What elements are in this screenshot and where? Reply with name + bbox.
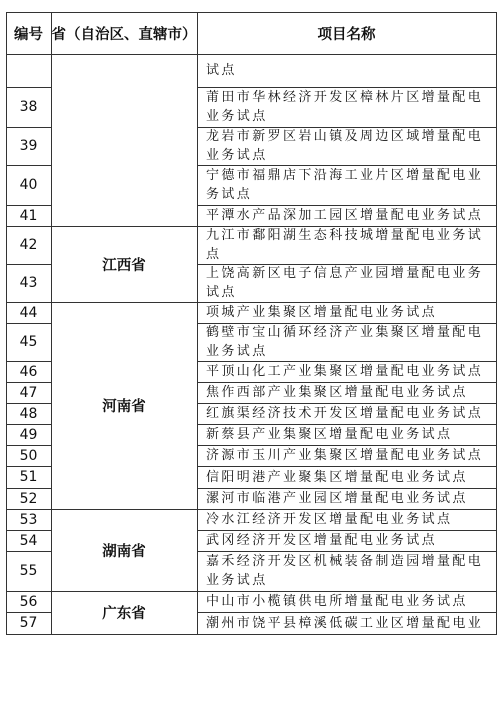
project-name [197,509,496,530]
project-name-line: 平潭水产品深加工园区增量配电业务试点 [206,208,484,223]
project-name-line: 冷水江经济开发区增量配电业务试点 [206,512,453,527]
project-name [197,382,496,403]
project-name-line: 新蔡县产业集聚区增量配电业务试点 [206,427,453,442]
province-cell: 广东省 [102,606,146,622]
project-name [197,264,496,302]
row-divider [51,634,197,635]
row-number: 43 [19,275,38,291]
project-name-line: 业务试点 [206,344,268,359]
province-cell: 河南省 [102,399,146,415]
row-number: 44 [19,304,38,321]
row-number: 40 [19,177,38,193]
project-name [197,87,496,127]
project-name-line: 业务试点 [206,109,268,124]
header-province: 省（自治区、直辖市） [51,26,197,43]
project-name [197,551,496,591]
row-number: 47 [19,384,38,401]
project-name [197,226,496,264]
project-name [197,361,496,382]
project-name-line: 嘉禾经济开发区机械装备制造园增量配电 [206,554,484,569]
row-number: 49 [19,426,38,443]
project-name-line: 宁德市福鼎店下沿海工业片区增量配电业 [206,168,484,183]
project-name-line: 务试点 [206,187,253,202]
project-name [197,54,496,87]
project-name-line: 试点 [206,63,237,78]
row-number [6,54,51,87]
project-name-line: 平顶山化工产业集聚区增量配电业务试点 [206,364,484,379]
row-number: 46 [19,363,38,380]
project-name-line: 潮州市饶平县樟溪低碳工业区增量配电业 [206,615,484,631]
column-divider [51,12,52,635]
row-number: 42 [19,237,38,253]
project-name-line: 莆田市华林经济开发区樟林片区增量配电 [206,90,484,105]
row-divider [6,634,51,635]
project-name-line: 点 [206,247,222,262]
project-name [197,127,496,165]
column-divider [6,12,7,635]
province-cell: 江西省 [102,257,146,274]
project-name-line: 漯河市临港产业园区增量配电业务试点 [206,491,468,506]
header-project: 项目名称 [317,26,376,43]
project-name-line: 济源市玉川产业集聚区增量配电业务试点 [206,448,484,463]
row-number: 50 [19,447,38,464]
project-name [197,205,496,226]
row-number: 39 [19,138,38,154]
province-cell [51,54,197,226]
row-number: 52 [19,490,38,507]
project-name-line: 上饶高新区电子信息产业园增量配电业务 [206,266,484,281]
row-number: 57 [19,615,38,631]
row-number: 45 [19,334,38,350]
project-name [197,323,496,361]
project-name [197,302,496,323]
project-name-line: 武冈经济开发区增量配电业务试点 [206,533,438,548]
row-number: 48 [19,405,38,422]
project-name [197,445,496,466]
project-name [197,488,496,509]
project-name-line: 焦作西部产业集聚区增量配电业务试点 [206,385,468,400]
project-name-line: 中山市小榄镇供电所增量配电业务试点 [206,594,468,609]
row-number: 51 [19,469,38,485]
project-name-line: 鹤壁市宝山循环经济产业集聚区增量配电 [206,325,484,340]
row-number: 54 [19,532,38,549]
project-name [197,424,496,445]
project-name-line: 业务试点 [206,148,268,163]
project-name [197,165,496,205]
header-number: 编号 [14,26,43,43]
project-name-line: 龙岩市新罗区岩山镇及周边区域增量配电 [206,129,484,144]
project-name-line: 业务试点 [206,573,268,588]
project-name-line: 项城产业集聚区增量配电业务试点 [206,305,438,320]
row-divider [6,54,496,55]
project-name [197,466,496,488]
project-name [197,612,496,634]
project-name-line: 试点 [206,285,237,300]
project-name [197,403,496,424]
row-number: 55 [19,563,38,579]
row-divider [6,12,496,13]
project-name-line: 红旗渠经济技术开发区增量配电业务试点 [206,406,484,421]
row-divider [197,634,496,635]
project-name-line: 信阳明港产业聚集区增量配电业务试点 [206,469,468,485]
project-name [197,530,496,551]
province-cell: 湖南省 [102,543,146,560]
project-name [197,591,496,612]
column-divider [197,12,198,635]
project-name-line: 九江市鄱阳湖生态科技城增量配电业务试 [206,228,484,243]
row-number: 41 [19,207,38,224]
row-number: 53 [19,511,38,528]
column-divider [496,12,497,635]
row-number: 38 [19,99,38,115]
row-number: 56 [19,593,38,610]
